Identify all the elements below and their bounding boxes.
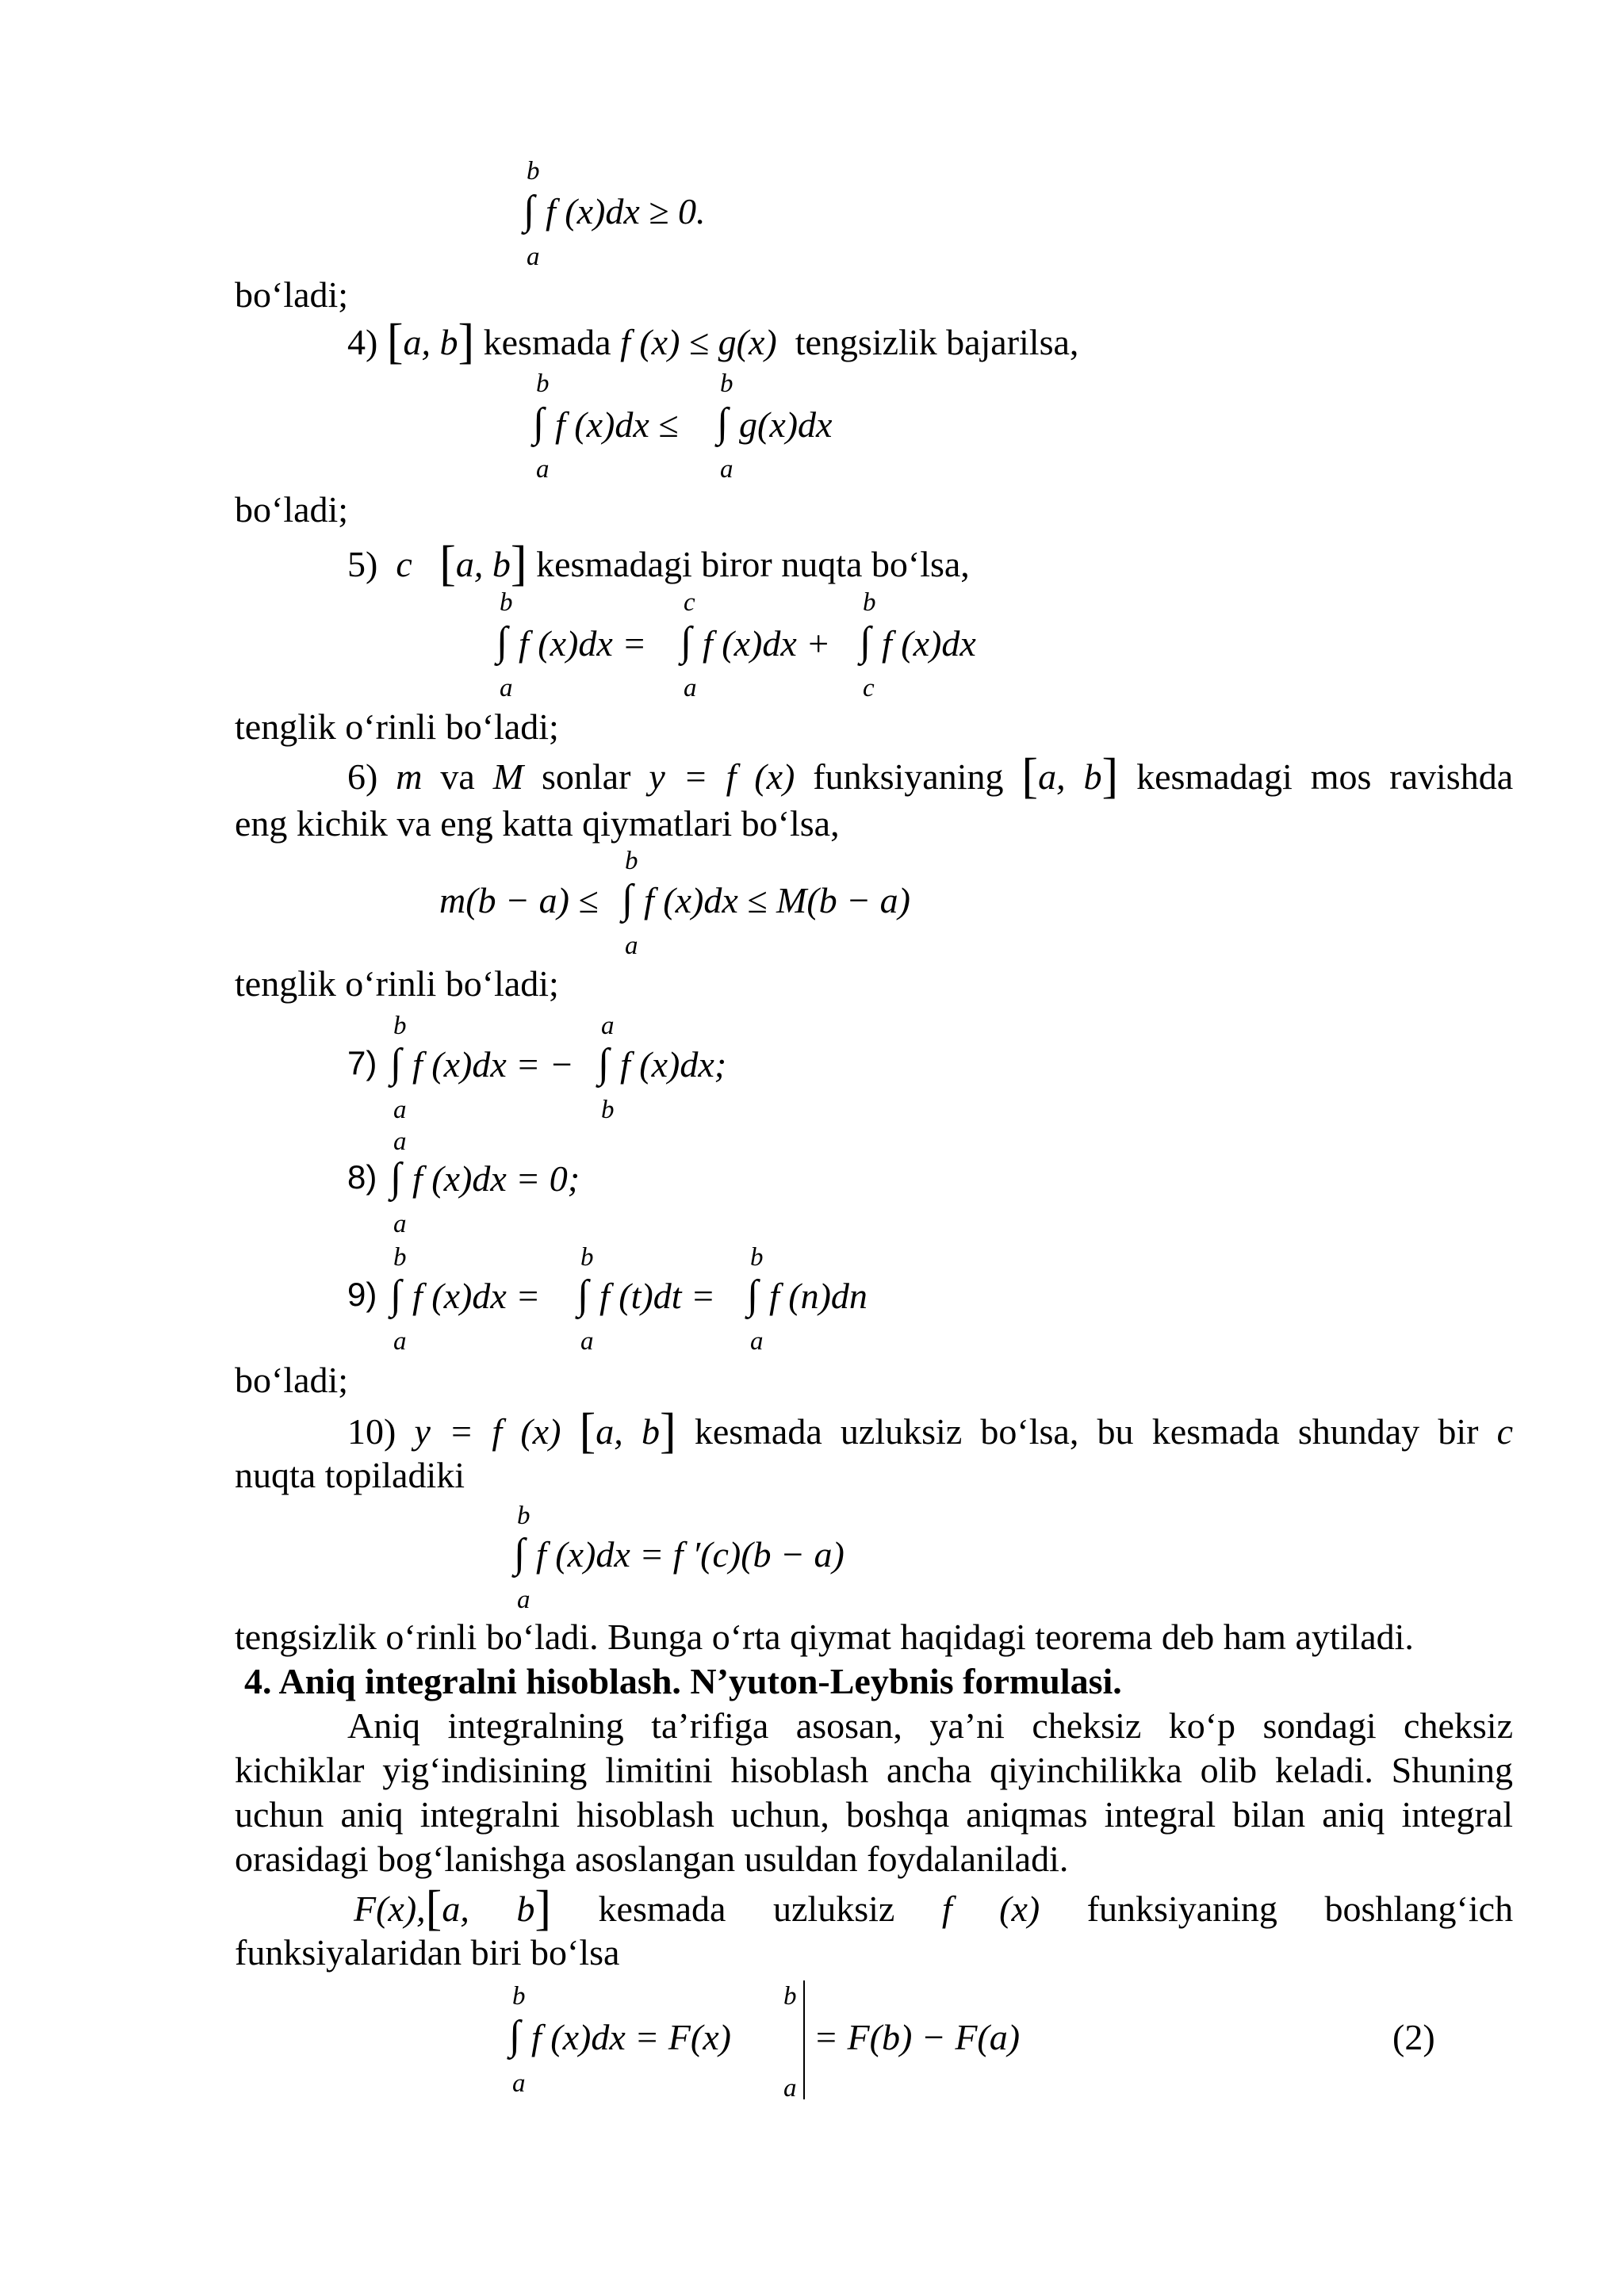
eval-lower: a (783, 2074, 797, 2103)
expr: f (x)dx = f ′(c)(b − a) (536, 1534, 845, 1575)
upper-limit: c (684, 588, 695, 617)
upper-limit: b (517, 1502, 530, 1530)
integral-sign: ∫ (717, 400, 729, 446)
item-number: 7) (347, 1044, 377, 1081)
integral-sign: ∫ (680, 619, 692, 664)
lower-limit: a (580, 1327, 594, 1356)
upper-limit: b (527, 157, 540, 186)
expr: f (x)dx = F(x) (531, 2017, 731, 2057)
function: y = f (x) (414, 1411, 561, 1452)
item-number: 9) (347, 1276, 377, 1313)
integral-sign: ∫ (860, 619, 871, 664)
upper-limit: b (750, 1243, 764, 1272)
lower-limit: a (512, 2069, 526, 2098)
property-10-line1: 10) y = f (x) [a, b] kesmada uzluksiz bo‘lsa, bu kesmada shunday bir c (347, 1404, 1514, 1458)
text: kesmada uzluksiz bo‘lsa, bu kesmada shunday bir (694, 1411, 1479, 1452)
item-number: 5) (347, 544, 378, 584)
lower-limit: a (527, 243, 540, 271)
interval: a, b (403, 322, 458, 362)
expr: f (x)dx (882, 623, 976, 664)
lower-limit: c (863, 674, 875, 702)
item-number: 6) (347, 756, 378, 797)
upper-limit: b (720, 369, 733, 398)
function-f: f (x) (941, 1888, 1040, 1929)
paragraph-line: uchun aniq integralni hisoblash uchun, boshqa aniqmas integral bilan aniq integral (235, 1794, 1513, 1835)
section-heading: 4. Aniq integralni hisoblash. N’yuton-Leybnis formulasi. (244, 1661, 1122, 1701)
text: kesmadagi mos ravishda (1136, 756, 1514, 797)
paragraph-2-line1: F(x),[a, b] kesmada uzluksiz f (x) funksiyaning boshlang‘ich (354, 1881, 1514, 1935)
text: funksiyaning (1086, 1888, 1277, 1929)
integral-sign: ∫ (598, 1041, 610, 1086)
lower-limit: a (393, 1096, 407, 1124)
upper-limit: b (393, 1012, 407, 1040)
lower-limit: a (750, 1327, 764, 1356)
expr: f (x)dx + (703, 623, 831, 664)
integral-sign: ∫ (622, 877, 634, 922)
text: funksiyaning (813, 756, 1004, 797)
expr: f (x)dx = (519, 623, 647, 664)
upper-limit: a (601, 1012, 615, 1040)
integral-sign: ∫ (390, 1155, 402, 1200)
expr: f (x)dx ≤ (555, 404, 679, 445)
integral-sign: ∫ (496, 619, 508, 664)
expr: f (n)dn (769, 1276, 868, 1316)
expr: f (x)dx; (620, 1044, 727, 1085)
lower-limit: a (684, 674, 697, 702)
function-F: F(x), (354, 1888, 426, 1929)
text-line: tenglik o‘rinli bo‘ladi; (235, 963, 559, 1004)
lower-limit: b (601, 1096, 615, 1124)
integral-sign: ∫ (509, 2013, 521, 2058)
item-number: 10) (347, 1411, 396, 1452)
text: sonlar (542, 756, 631, 797)
interval: a, b (1038, 756, 1102, 797)
upper-limit: b (512, 1982, 526, 2011)
property-4: 4) [a, b] kesmada f (x) ≤ g(x) tengsizlik bajarilsa, (347, 315, 1079, 369)
upper-limit: a (393, 1127, 407, 1156)
expr: f (x)dx = (412, 1276, 541, 1316)
evaluation-bar (803, 1980, 805, 2099)
expr: f (x)dx = 0; (412, 1158, 580, 1199)
expr: f (x)dx ≤ M(b − a) (644, 880, 910, 920)
paragraph-line: orasidagi bog‘lanishga asoslangan usuldan foydalaniladi. (235, 1839, 1069, 1879)
integral-sign: ∫ (514, 1531, 526, 1576)
property-10-line2: nuqta topiladiki (235, 1455, 465, 1495)
upper-limit: b (580, 1243, 594, 1272)
interval: a, b (442, 1888, 535, 1929)
text-line: tengsizlik o‘rinli bo‘ladi. Bunga o‘rta qiymat haqidagi teorema deb ham aytiladi. (235, 1617, 1414, 1657)
paragraph-line: kichiklar yig‘indisining limitini hisoblash ancha qiyinchilikka olib keladi. Shuning (235, 1750, 1513, 1790)
equation-number: (2) (1392, 2017, 1435, 2057)
var-c: c (396, 544, 412, 584)
text: uzluksiz (773, 1888, 895, 1929)
item-number: 8) (347, 1158, 377, 1196)
paragraph-line (235, 1703, 1513, 1749)
lower-limit: a (625, 932, 638, 960)
upper-limit: b (500, 588, 513, 617)
lower-limit: a (500, 674, 513, 702)
function: y = f (x) (649, 756, 795, 797)
integral-sign: ∫ (390, 1041, 402, 1086)
integral-sign: ∫ (577, 1272, 589, 1318)
text: kesmada (598, 1888, 726, 1929)
property-5: 5) c [a, b] kesmadagi biror nuqta bo‘lsa, (347, 537, 970, 591)
text: tengsizlik bajarilsa, (795, 322, 1079, 362)
text-line: bo‘ladi; (235, 489, 349, 530)
var-M: M (492, 756, 524, 797)
lower-limit: a (393, 1210, 407, 1238)
expr: = F(b) − F(a) (814, 2017, 1021, 2057)
interval: a, b (455, 544, 511, 584)
lower-limit: a (393, 1327, 407, 1356)
text-line: bo‘ladi; (235, 274, 349, 315)
item-number: 4) (347, 322, 378, 362)
text-line: tenglik o‘rinli bo‘ladi; (235, 706, 559, 747)
upper-limit: b (393, 1243, 407, 1272)
upper-limit: b (863, 588, 876, 617)
expr: f (t)dt = (599, 1276, 716, 1316)
eq-top-expr: f (x)dx ≥ 0. (546, 191, 706, 232)
text: kesmada (483, 322, 611, 362)
integral-sign: ∫ (533, 400, 545, 446)
expr: f (x)dx = − (412, 1044, 574, 1085)
interval: a, b (596, 1411, 660, 1452)
text: boshlang‘ich (1324, 1888, 1514, 1929)
text: Aniq integralning ta’rifiga asosan, ya’ni cheksiz ko‘p sondagi cheksiz (347, 1705, 1513, 1746)
property-6-line1: 6) m va M sonlar y = f (x) funksiyaning [a, b] kesmadagi mos ravishda (347, 749, 1514, 803)
text: kesmadagi biror nuqta bo‘lsa, (536, 544, 970, 584)
expr: g(x)dx (739, 404, 833, 445)
var-c: c (1496, 1411, 1514, 1452)
expr: m(b − a) ≤ (439, 880, 599, 920)
text: va (440, 756, 475, 797)
property-6-line2: eng kichik va eng katta qiymatlari bo‘lsa, (235, 803, 840, 844)
eval-upper: b (783, 1982, 797, 2011)
upper-limit: b (536, 369, 550, 398)
lower-limit: a (720, 455, 733, 484)
integral-sign: ∫ (747, 1272, 759, 1318)
lower-limit: a (517, 1586, 530, 1614)
lower-limit: a (536, 455, 550, 484)
text-line: bo‘ladi; (235, 1360, 349, 1400)
paragraph-2-line2: funksiyalaridan biri bo‘lsa (235, 1932, 620, 1973)
integral-sign: ∫ (390, 1272, 402, 1318)
inequality: f (x) ≤ g(x) (620, 322, 777, 362)
var-m: m (396, 756, 423, 797)
integral-sign: ∫ (523, 188, 535, 233)
upper-limit: b (625, 847, 638, 875)
